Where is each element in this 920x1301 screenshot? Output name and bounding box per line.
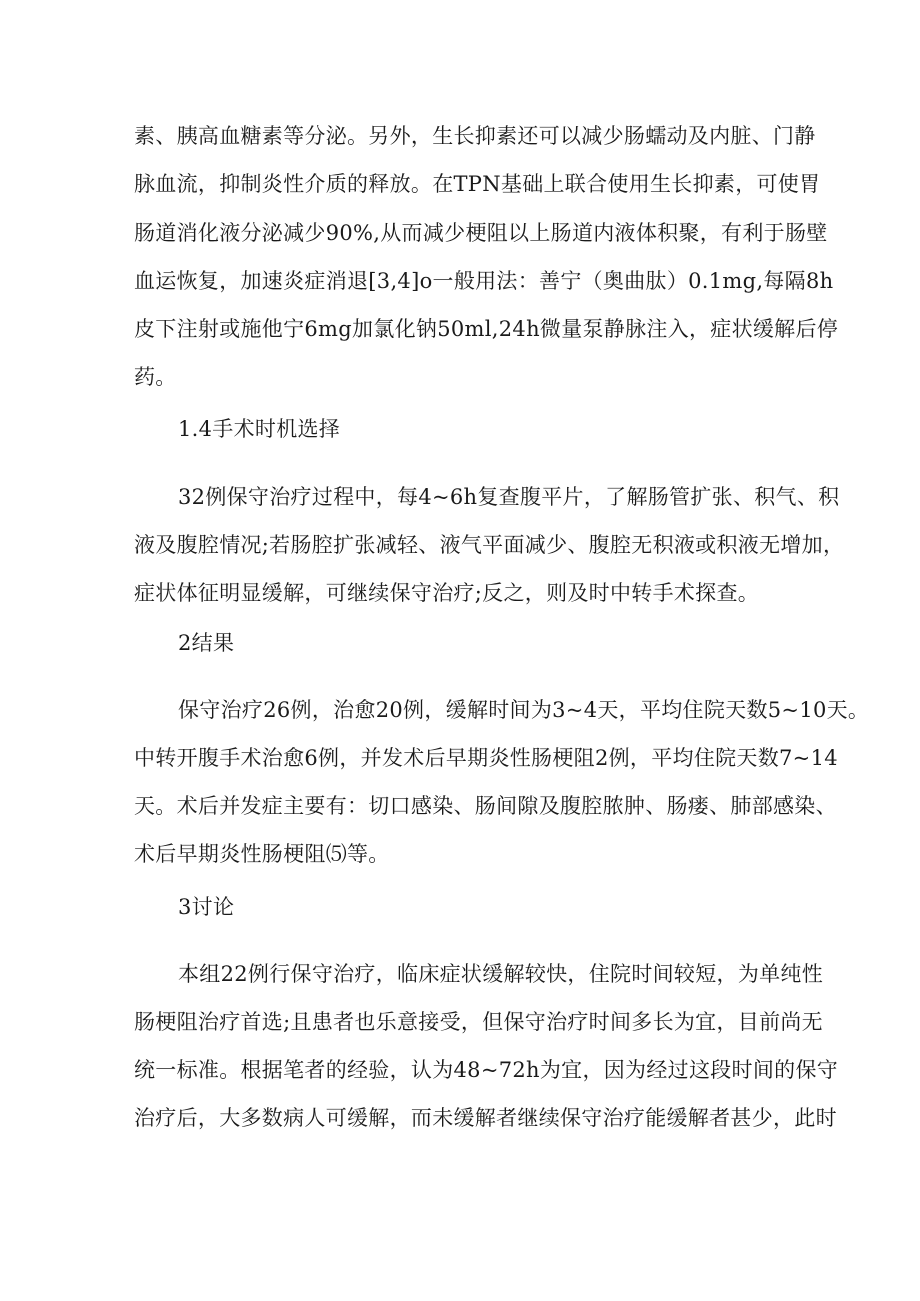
paragraph-3-line-2: 中转开腹手术治愈6例，并发术后早期炎性肠梗阻2例，平均住院天数7~14 — [134, 746, 838, 770]
paragraph-2-line-2: 液及腹腔情况;若肠腔扩张减轻、液气平面减少、腹腔无积液或积液无增加， — [134, 533, 845, 557]
section-heading-3: 3讨论 — [178, 895, 235, 919]
paragraph-3-line-3: 天。术后并发症主要有：切口感染、肠间隙及腹腔脓肿、肠瘘、肺部感染、 — [134, 794, 837, 818]
paragraph-1-line-3: 肠道消化液分泌减少90%,从而减少梗阻以上肠道内液体积聚，有利于肠壁 — [134, 221, 828, 245]
paragraph-1-line-5: 皮下注射或施他宁6mg加氯化钠50ml,24h微量泵静脉注入，症状缓解后停 — [134, 317, 839, 341]
paragraph-4-line-1: 本组22例行保守治疗，临床症状缓解较快，住院时间较短，为单纯性 — [178, 962, 824, 986]
paragraph-2-line-1: 32例保守治疗过程中，每4~6h复查腹平片，了解肠管扩张、积气、积 — [178, 485, 840, 509]
section-heading-1-4: 1.4手术时机选择 — [178, 417, 341, 441]
paragraph-1-line-4: 血运恢复，加速炎症消退[3,4]o一般用法：善宁（奥曲肽）0.1mg,每隔8h — [134, 269, 834, 293]
section-heading-2: 2结果 — [178, 631, 235, 655]
paragraph-1-line-6: 药。 — [134, 365, 177, 389]
paragraph-2-line-3: 症状体征明显缓解，可继续保守治疗;反之，则及时中转手术探查。 — [134, 581, 760, 605]
paragraph-1-line-1: 素、胰高血糖素等分泌。另外，生长抑素还可以减少肠蠕动及内脏、门静 — [134, 124, 816, 148]
paragraph-4-line-4: 治疗后，大多数病人可缓解，而未缓解者继续保守治疗能缓解者甚少，此时 — [134, 1106, 837, 1130]
paragraph-4-line-3: 统一标准。根据笔者的经验，认为48~72h为宜，因为经过这段时间的保守 — [134, 1058, 839, 1082]
paragraph-1-line-2: 脉血流，抑制炎性介质的释放。在TPN基础上联合使用生长抑素，可使胃 — [134, 172, 821, 196]
paragraph-3-line-1: 保守治疗26例，治愈20例，缓解时间为3~4天，平均住院天数5~10天。 — [178, 698, 870, 722]
paragraph-3-line-4: 术后早期炎性肠梗阻⑸等。 — [134, 842, 390, 866]
paragraph-4-line-2: 肠梗阻治疗首选;且患者也乐意接受，但保守治疗时间多长为宜，目前尚无 — [134, 1010, 823, 1034]
